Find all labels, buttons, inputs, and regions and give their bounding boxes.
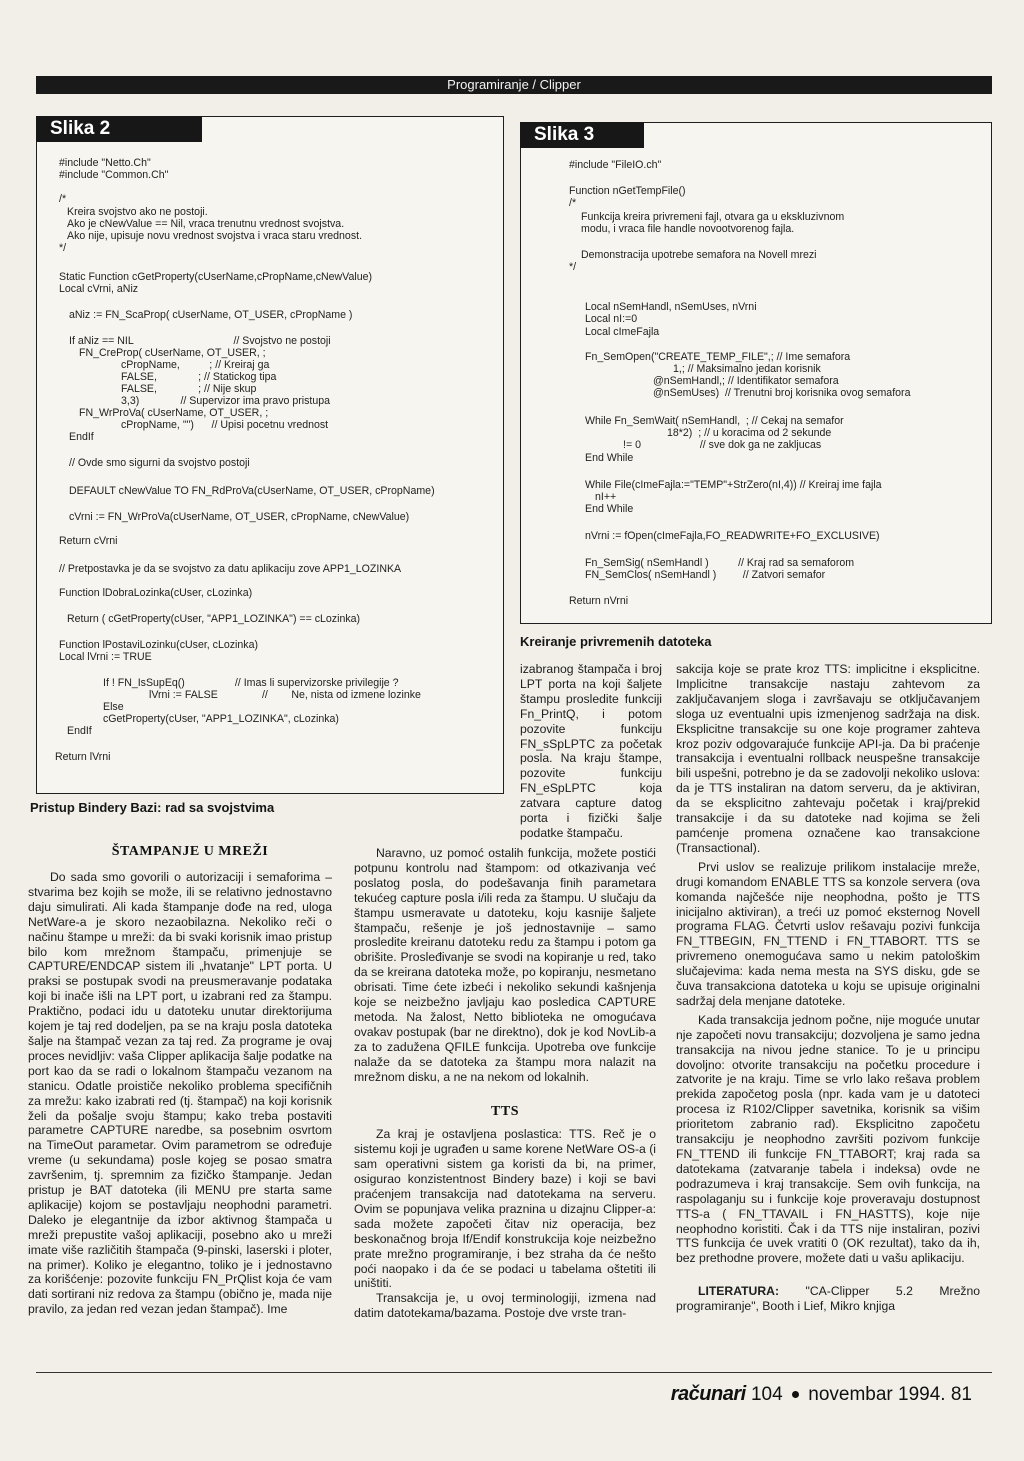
code-line: cPropName, ; // Kreiraj ga <box>121 359 270 371</box>
issue-date: novembar 1994. <box>808 1384 946 1405</box>
figure-2-caption: Pristup Bindery Bazi: rad sa svojstvima <box>30 800 275 815</box>
column-2 <box>354 846 656 1321</box>
figure-2-box <box>36 116 504 794</box>
code-line: While Fn_SemWait( nSemHandl, ; // Cekaj na semafor <box>585 415 844 427</box>
paragraph: Transakcija je, u ovoj terminologiji, izmena nad datim datotekama/bazama. Postoje dve vrste tran- <box>354 1291 656 1321</box>
code-line: Fn_SemSig( nSemHandl ) // Kraj rad sa semaforom <box>585 557 855 569</box>
code-line: aNiz := FN_ScaProp( cUserName, OT_USER, cPropName ) <box>69 309 353 321</box>
code-line: != 0 // sve dok ga ne zakljucas <box>623 439 822 451</box>
code-line: modu, i vraca file handle novootvorenog fajla. <box>581 223 795 235</box>
code-line: 1,; // Maksimalno jedan korisnik <box>673 363 821 375</box>
references-label: LITERATURA: <box>698 1284 780 1299</box>
figure-3-caption: Kreiranje privremenih datoteka <box>520 634 712 649</box>
code-line: Return cVrni <box>59 535 118 547</box>
code-line: Local cImeFajla <box>585 326 660 338</box>
column-1 <box>28 870 332 1317</box>
footer <box>671 1383 972 1406</box>
section-header-bar <box>36 76 992 94</box>
issue-number: 104 <box>750 1384 783 1405</box>
code-line: cVrni := FN_WrProVa(cUserName, OT_USER, cPropName, cNewValue) <box>69 511 410 523</box>
code-line: Local lVrni := TRUE <box>59 651 152 663</box>
code-line: Return nVrni <box>569 595 629 607</box>
code-line: Local cVrni, aNiz <box>59 283 139 295</box>
code-line: If ! FN_IsSupEq() // Imas li supervizorske privilegije ? <box>103 677 399 689</box>
code-line: @nSemUses) // Trenutni broj korisnika ovog semafora <box>653 387 911 399</box>
code-line: Function lPostaviLozinku(cUser, cLozinka) <box>59 639 259 651</box>
code-line: FALSE, ; // Nije skup <box>121 383 257 395</box>
bullet-icon <box>792 1391 799 1398</box>
figure-2-code <box>37 149 503 793</box>
figure-3-title: Slika 3 <box>520 122 644 148</box>
paragraph: Prvi uslov se realizuje prilikom instalacije mreže, drugi komandom ENABLE TTS sa konzole servera (ova komanda najčešće nije neophodna, pošto je TTS inicijalno aktiviran), a treći uz pomoć eksternog Novell programa FLAG. Četvrti uslov rešavaju pozivi funkcija FN_TTBEGIN, FN_TTEND i FN_TTABORT. TTS se privremeno onemogućava samo u nekim patološkim slučajevima: kada nema mesta na SYS disku, gde se čuva transakciona datoteka u koju se upisuje originalni sadržaj dela menjane datoteke. <box>676 859 980 1008</box>
column-3 <box>676 662 980 1314</box>
code-line: Static Function cGetProperty(cUserName,cPropName,cNewValue) <box>59 271 373 283</box>
code-line: cPropName, "") // Upisi pocetnu vrednost <box>121 419 329 431</box>
references-text: "CA-Clipper 5.2 Mrežno programiranje", Booth i Lief, Mikro knjiga <box>676 1284 981 1314</box>
code-line: Function lDobraLozinka(cUser, cLozinka) <box>59 587 253 599</box>
paragraph: izabranog štampača i broj LPT porta na koji šaljete štampu prosledite funkciji Fn_PrintQ, i potom pozovite funkciju FN_sSpLPTC za početak posla. Na kraju štampe, pozovite funkciju FN_eSpLPTC koja zatvara capture datog porta i fizički šalje podatke štampaču. <box>520 662 662 840</box>
code-line: FN_CreProp( cUserName, OT_USER, ; <box>79 347 266 359</box>
code-line: cGetProperty(cUser, "APP1_LOZINKA", cLozinka) <box>103 713 339 725</box>
section-title: Programiranje / Clipper <box>447 77 581 92</box>
figure-2-title: Slika 2 <box>36 116 202 142</box>
code-line: End While <box>585 503 634 515</box>
paragraph: Naravno, uz pomoć ostalih funkcija, možete postići potpunu kontrolu nad štampom: od otkazivanja već poslatog posla, do podešavanja finih parametara tekućeg capture posla i/ili reda za štampu. U slučaju da štampu usmeravate u datoteku, koju kasnije šaljete štampaču, rešenje je još jednostavnije – samo prosledite kreiranu datoteku redu za štampu i potom ga obrišite. Prosleđivanje se svodi na kopiranje u red, tako da se kreirana datoteka može, po kopiranju, nesmetano obrisati. Time ćete izbeći i nekoliko sekundi kašnjenja koje se neizbežno javljaju kao posledica CAPTURE metoda. Na žalost, Netto biblioteka ne omogućava ovakav postupak (bar ne direktno), dok je kod NovLib-a za to zadužena QFILE funkcija. Upotreba ove funkcije nalaže da se datoteka za štampu mora nalazit na mrežnom disku, a ne na nekom od lokalnih. <box>354 846 656 1084</box>
code-line: EndIf <box>69 431 94 443</box>
column-2-top <box>520 662 662 841</box>
footer-rule <box>36 1372 992 1373</box>
code-line: Kreira svojstvo ako ne postoji. <box>67 206 208 218</box>
code-line: While File(cImeFajla:="TEMP"+StrZero(nI,4)) // Kreiraj ime fajla <box>585 479 882 491</box>
code-line: Else <box>103 701 124 713</box>
magazine-logo: računari <box>670 1383 746 1405</box>
code-line: FALSE, ; // Statickog tipa <box>121 371 277 383</box>
code-line: #include "Common.Ch" <box>59 169 169 181</box>
references <box>676 1284 980 1314</box>
code-line: Local nI:=0 <box>585 313 638 325</box>
code-line: // Pretpostavka je da se svojstvo za datu aplikaciju zove APP1_LOZINKA <box>59 563 402 575</box>
code-line: FN_WrProVa( cUserName, OT_USER, ; <box>79 407 269 419</box>
code-line: Demonstracija upotrebe semafora na Novell mrezi <box>581 249 817 261</box>
code-line: @nSemHandl,; // Identifikator semafora <box>653 375 839 387</box>
code-line: */ <box>59 242 67 254</box>
paragraph: Do sada smo govorili o autorizaciji i semaforima – stvarima bez kojih se može, ili se relativno jednostavno daju simulirati. Ali kada štampanje dođe na red, uloga NetWare-a je skoro nezaobilazna. Nekoliko reči o načinu štampe u mreži: da bi svaki korisnik imao pristup bilo kom mrežnom štampaču, primenjuje se CAPTURE/ENDCAP sistem ili „hvatanje" LPT porta. U praksi se postupak svodi na preusmeravanje podataka koji bi inače išli na LPT port, u izabrani red za štampu. Praktično, podaci idu u datoteku unutar direktorijuma kojem je taj red dodeljen, pa se na kraju posla datoteka šalje na štampač vezan za taj red. Za programe je ovaj proces nevidljiv: vaša Clipper aplikacija šalje podatke na port kao da se radi o lokalnom štampaču vezanom na stanicu. Odatle proističe nekoliko problema specifičnih za mrežu: kako izabrati red (tj. štampač) na koji korisnik želi da pošalje svoju štampu; kako treba postaviti parametre CAPTURE naredbe, sa posebnim osvrtom na TimeOut parametar. Ovim parametrom se određuje vreme (u sekundama) posle kojeg se posao smatra završenim, tj. spremnim za fizičko štampanje. Jedan pristup je BAT datoteka (ili MENU pre starta same aplikacije) kojom se postavljaju neophodni parametri. Daleko je elegantnije da izbor aktivnog štampača u mreži prepustite vašoj aplikaciji, posebno ako u mreži imate više različitih štampača (9-pinski, laserski i ploter, na primer). Koliko je elegantno, toliko je i jednostavno za korišćenje: pozovite funkciju FN_PrQlist koja će vam dati sortirani niz redova za štampu (obično je, mada nije pravilo, za jedan red vezan jedan štampač). Ime <box>28 870 332 1317</box>
page-number: 81 <box>950 1384 972 1405</box>
code-line: EndIf <box>67 725 92 737</box>
code-line: 3,3) // Supervizor ima pravo pristupa <box>121 395 331 407</box>
code-line: /* <box>59 193 67 205</box>
code-line: Return lVrni <box>55 751 111 763</box>
code-line: Ako je cNewValue == Nil, vraca trenutnu vrednost svojstva. <box>67 218 345 230</box>
section-heading-stampanje: ŠTAMPANJE U MREŽI <box>111 844 269 859</box>
code-line: If aNiz == NIL // Svojstvo ne postoji <box>69 335 331 347</box>
code-line: */ <box>569 261 577 273</box>
figure-3-box <box>520 122 992 624</box>
code-line: DEFAULT cNewValue TO FN_RdProVa(cUserName, OT_USER, cPropName) <box>69 485 435 497</box>
paragraph: sakcija koje se prate kroz TTS: implicitne i eksplicitne. Implicitne transakcije nastaju zahtevom za zaključavanjem sloga i završavaju se otključavanjem sloga uz eventualni upis izmenjenog sadržaja na disk. Eksplicitne transakcije su one koje programer zahteva kroz poziv odgovarajuće funkcije API-ja. Da bi praćenje transakcija i eventualni rollback neuspešne transakcije bili uspešni, potrebno je da se zadovolji nekoliko uslova: da je TTS instaliran na datom serveru, da je aktiviran, da se eksplicitno zahtevaju početak i kraj/prekid transakcije i da su datoteke nad kojima se želi pamćenje promena označene kao transakcione (Transactional). <box>676 662 980 855</box>
code-line: // Ovde smo sigurni da svojstvo postoji <box>69 457 250 469</box>
code-line: Funkcija kreira privremeni fajl, otvara ga u ekskluzivnom <box>581 211 845 223</box>
code-line: FN_SemClos( nSemHandl ) // Zatvori semafor <box>585 569 826 581</box>
code-line: Function nGetTempFile() <box>569 185 686 197</box>
code-line: #include "Netto.Ch" <box>59 157 151 169</box>
code-line: End While <box>585 452 634 464</box>
code-line: Local nSemHandl, nSemUses, nVrni <box>585 301 757 313</box>
paragraph: Kada transakcija jednom počne, nije moguće unutar nje započeti novu transakciju; dozvoljena je samo jedna transakcija na nivou jedne stanice. To je u principu dovoljno: otvorite transakciju na početku procedure i zatvorite je na kraju. Time se vrlo lako rešava problem prekida započetog posla (npr. kada vam je u datoteci procesa iz R102/Clipper savetnika, korisnik sa višim prioritetom zabranio rad). Eksplicitno započetu transakciju je neophodno završiti pozivom funkcije FN_TTEND ili funkcije FN_TTABORT; kraj rada sa datotekama (zatvaranje tabela i indeksa) ovde ne podrazumeva i kraj transakcije. Sem ovih funkcija, na raspolaganju su i funkcije koje proveravaju dostupnost TTS-a ( FN_TTAVAIL i FN_HASTTS), koje nije neophodno koristiti. Čak i da TTS nije instaliran, pozivi TTS funkcija će uvek vratiti 0 (OK rezultat), tako da ih, bez prethodne provere, možete dati u vašu aplikaciju. <box>676 1012 980 1266</box>
code-line: Ako nije, upisuje novu vrednost svojstva i vraca staru vrednost. <box>67 230 363 242</box>
figure-3-code <box>521 155 991 623</box>
code-line: Fn_SemOpen("CREATE_TEMP_FILE",; // Ime semafora <box>585 351 851 363</box>
code-line: 18*2) ; // u koracima od 2 sekunde <box>667 427 832 439</box>
code-line: lVrni := FALSE // Ne, nista od izmene lozinke <box>149 689 421 701</box>
section-heading-tts: TTS <box>491 1103 519 1119</box>
code-line: Return ( cGetProperty(cUser, "APP1_LOZINKA") == cLozinka) <box>67 613 361 625</box>
paragraph: Za kraj je ostavljena poslastica: TTS. Reč je o sistemu koji je ugrađen u same korene NetWare OS-a (i sam operativni sistem ga koristi da bi, na primer, osigurao konzistentnost Bindery baze) i koji se bavi praćenjem transakcija nad datotekama na serveru. Ovim se popunjava velika praznina u dizajnu Clipper-a: sada možete započeti čitav niz operacija, bez beskonačnog broja If/Endif konstrukcija koje neizbežno prate mrežno programiranje, i bez straha da će nešto poći naopako i da će se podaci u tabelama oštetiti ili uništiti. <box>354 1127 656 1291</box>
code-line: nVrni := fOpen(cImeFajla,FO_READWRITE+FO_EXCLUSIVE) <box>585 530 880 542</box>
code-line: #include "FileIO.ch" <box>569 159 662 171</box>
code-line: nI++ <box>595 491 617 503</box>
code-line: /* <box>569 197 577 209</box>
